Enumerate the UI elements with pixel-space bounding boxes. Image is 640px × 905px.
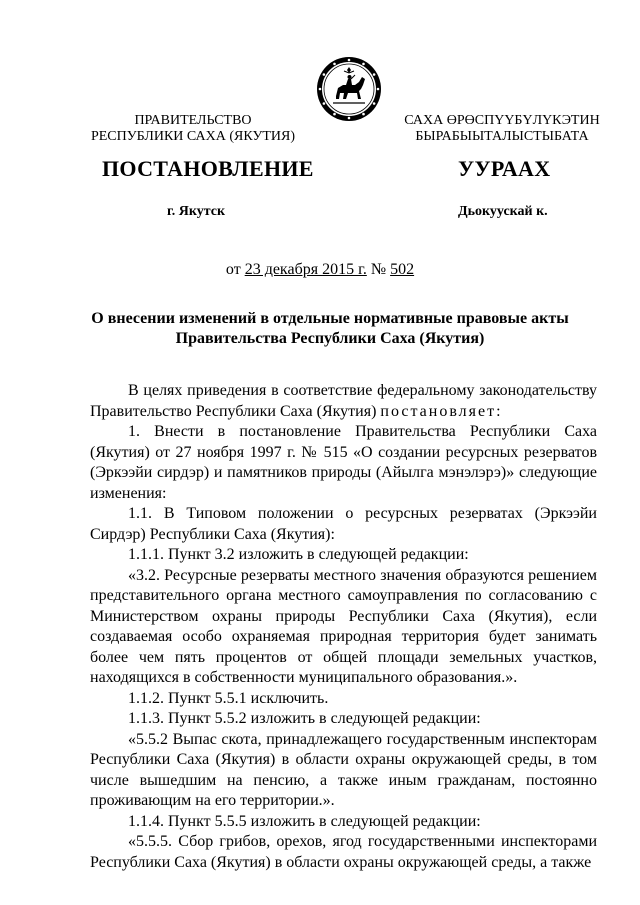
paragraph-item-1-1-2: 1.1.2. Пункт 5.5.1 исключить. [128, 689, 329, 707]
number-label: № [370, 261, 387, 278]
paragraph-clause-5-5-2: «5.5.2 Выпас скота, принадлежащего государственным инспекторам Республики Саха (Якутия) в области охраны окружающей среды, в том числе вышедшим на пенсию, а также иным гражданам, постоянно проживающим на его территории.». [90, 730, 597, 809]
paragraph-clause-3-2: «3.2. Ресурсные резерваты местного значения образуются решением представительного органа местного самоуправления по согласованию с Министерством охраны природы Республики Саха (Якутия), если создаваемая особо охраняемая природная территория будет занимать более чем пять процентов от общей площади земельных участков, находящихся в собственности муниципального образования.». [90, 566, 597, 686]
document-number: 502 [390, 261, 415, 278]
paragraph-item-1-1-1: 1.1.1. Пункт 3.2 изложить в следующей редакции: [128, 546, 469, 563]
paragraph-item-1-1-4: 1.1.4. Пункт 5.5.5 изложить в следующей редакции: [128, 812, 481, 830]
city-sakha: Дьокуускай к. [458, 204, 548, 219]
document-date: 23 декабря 2015 г. [244, 261, 367, 278]
resolves-word: постановляет: [380, 402, 503, 420]
paragraph-clause-5-5-5: «5.5.5. Сбор грибов, орехов, ягод государственными инспекторами Республики Саха (Якутия) в области охраны окружающей среды, а также [90, 833, 597, 871]
government-line-1-sakha: САХА ӨРӨСПҮҮБҮЛҮКЭТИН [404, 113, 600, 128]
city-ru: г. Якутск [167, 204, 226, 219]
document-type-sakha: УУРААХ [458, 156, 551, 181]
government-name-sakha [396, 113, 608, 145]
document-body [90, 381, 597, 873]
heading-line-1: О внесении изменений в отдельные нормативные правовые акты [91, 310, 569, 327]
document-type-ru: ПОСТАНОВЛЕНИЕ [102, 156, 314, 181]
document-heading [80, 309, 580, 349]
coat-of-arms-emblem [315, 55, 383, 123]
government-line-2: РЕСПУБЛИКИ САХА (ЯКУТИЯ) [90, 129, 296, 144]
date-prefix: от [225, 261, 241, 278]
government-line-1: ПРАВИТЕЛЬСТВО [134, 113, 252, 128]
paragraph-item-1-1-3: 1.1.3. Пункт 5.5.2 изложить в следующей редакции: [128, 710, 481, 727]
government-line-2-sakha: БЫРАБЫЫТАЛЫСТЫБАТА [415, 129, 589, 144]
paragraph-item-1-1: 1.1. В Типовом положении о ресурсных резерватах (Эркээйи Сирдэр) Республики Саха (Якутия): [90, 505, 597, 543]
paragraph-preamble [90, 381, 597, 422]
government-name-ru [82, 113, 304, 145]
paragraph-item-1: 1. Внести в постановление Правительства Республики Саха (Якутия) от 27 ноября 1997 г. № 515 «О создании ресурсных резерватов (Эркээйи сирдэр) и памятников природы (Айылга мэнэлэрэ)» следующие изменения: [90, 423, 597, 502]
date-and-number-line [0, 261, 640, 279]
heading-line-2: Правительства Республики Саха (Якутия) [175, 330, 485, 347]
preamble-text: В целях приведения в соответствие федеральному законодательству Правительство Республики Саха (Якутия) [90, 382, 597, 420]
